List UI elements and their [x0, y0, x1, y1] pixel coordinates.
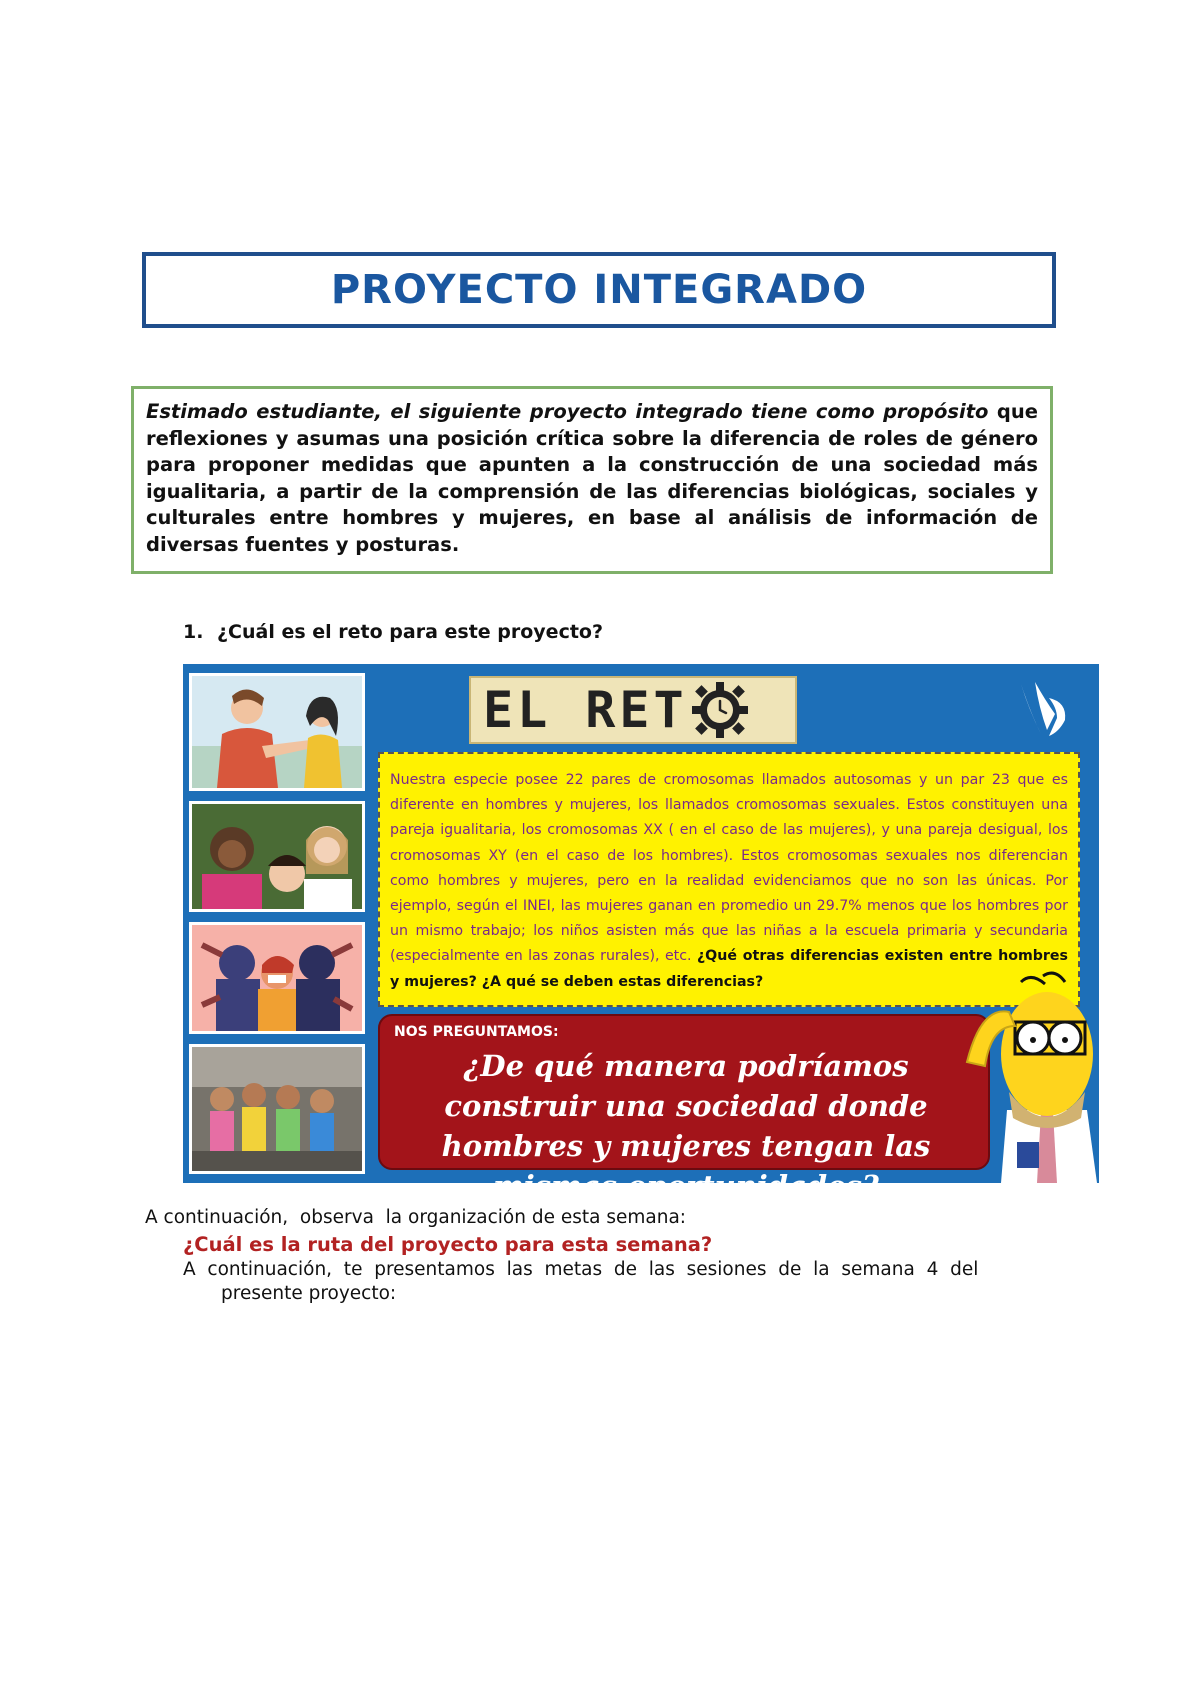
goals-line-1: A continuación, te presentamos las metas de las sesiones de la semana 4 del: [183, 1259, 979, 1280]
photo-children-smiling: [189, 801, 365, 912]
photo-rural-children: [189, 1044, 365, 1174]
goals-line-2: presente proyecto:: [221, 1283, 397, 1304]
purpose-body: que reflexiones y asumas una posición crítica sobre la diferencia de roles de género para proponer medidas que apunten a la construcción de una sociedad más igualitaria, a partir de la comprensión de las diferencias biológicas, sociales y culturales entre hombres y mujeres, en base al análisis de información de diversas fuentes y posturas.: [146, 400, 1038, 556]
purpose-paragraph: [146, 399, 1038, 558]
thinking-character-icon: [961, 942, 1101, 1183]
route-question: ¿Cuál es la ruta del proyecto para esta semana?: [183, 1233, 713, 1256]
purpose-lead: Estimado estudiante, el siguiente proyecto integrado tiene como propósito: [146, 400, 989, 423]
goals-paragraph: [183, 1258, 1058, 1306]
children-photo-icon: [192, 804, 362, 909]
main-question-box: [378, 1014, 990, 1203]
page-title: PROYECTO INTEGRADO: [330, 267, 868, 313]
couple-illustration-icon: [192, 676, 362, 788]
question-1-number: 1.: [183, 621, 204, 643]
main-question-text: ¿De qué manera podríamos construir una sociedad donde hombres y mujeres tengan las mismas oportunidades?: [441, 1049, 931, 1203]
clock-gear-icon: [692, 682, 748, 738]
purpose-box: [131, 386, 1053, 574]
photo-bullying-illustration: [189, 922, 365, 1034]
question-1: [183, 621, 603, 643]
institution-logo-icon: [1015, 680, 1071, 738]
question-1-text: ¿Cuál es el reto para este proyecto?: [217, 621, 603, 643]
photo-couple-illustration: [189, 673, 365, 791]
challenge-banner: [183, 664, 1099, 1203]
title-box: [142, 252, 1056, 328]
rural-children-photo-icon: [192, 1047, 362, 1171]
challenge-question: ¿Qué otras diferencias existen entre hombres y mujeres? ¿A qué se deben estas diferencias?: [390, 948, 1068, 990]
bullying-illustration-icon: [192, 925, 362, 1031]
main-question-kicker: NOS PREGUNTAMOS:: [394, 1024, 559, 1040]
continue-text: A continuación, observa la organización de esta semana:: [145, 1207, 687, 1228]
challenge-text: Nuestra especie posee 22 pares de cromosomas llamados autosomas y un par 23 que es diferente en hombres y mujeres, los llamados cromosomas sexuales. Estos constituyen una pareja igualitaria, los cromosomas XX ( en el caso de las mujeres), y una pareja desigual, los cromosomas XY (en el caso de los hombres). Estos cromosomas sexuales nos diferencian como hombres y mujeres, pero en la realidad evidenciamos que no son las únicas. Por ejemplo, según el INEI, las mujeres ganan en promedio un 29.7% menos que los hombres por un mismo trabajo; los niños asisten más que las niñas a la escuela primaria y secundaria (especialmente en las zonas rurales), etc.: [390, 772, 1068, 965]
el-reto-logo-text: EL RET: [483, 681, 688, 739]
el-reto-logo: [469, 676, 797, 744]
